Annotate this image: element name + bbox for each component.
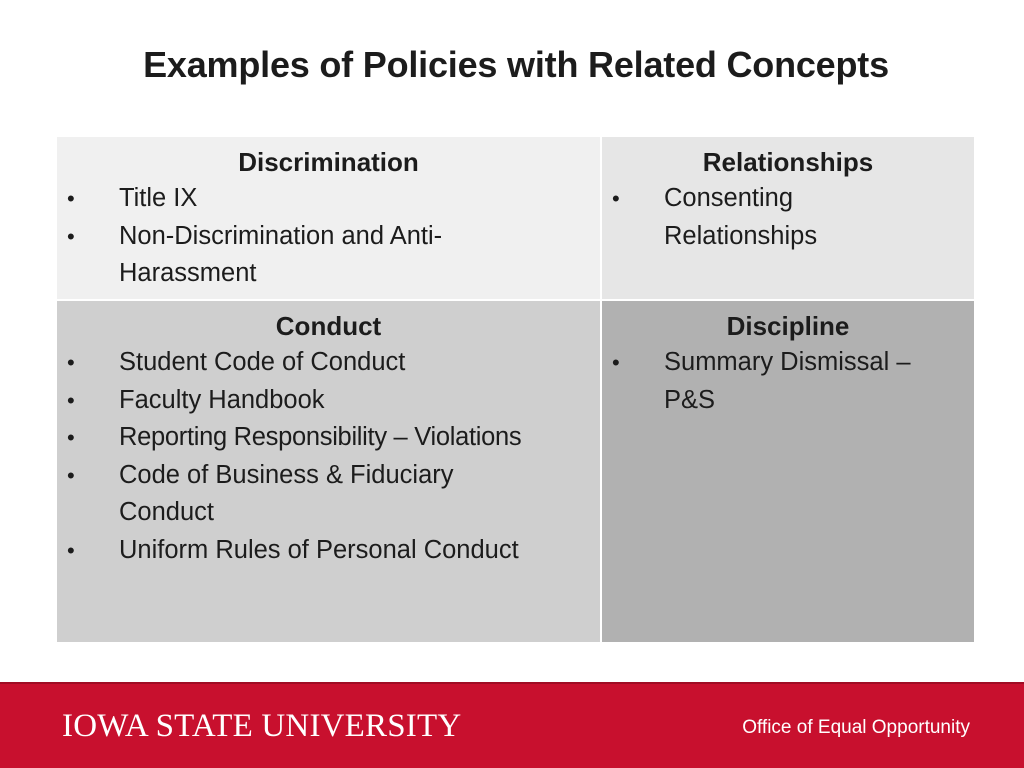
discrimination-list bbox=[57, 180, 600, 293]
conduct-heading: Conduct bbox=[275, 311, 382, 341]
discipline-heading: Discipline bbox=[726, 311, 850, 341]
bullet-icon: • bbox=[612, 186, 620, 211]
relationships-heading: Relationships bbox=[702, 147, 874, 177]
list-item bbox=[57, 457, 600, 532]
bullet-icon: • bbox=[67, 425, 75, 450]
list-item-text: Code of Business & Fiduciary Conduct bbox=[119, 460, 454, 526]
discrimination-cell bbox=[57, 137, 600, 299]
list-item bbox=[57, 218, 600, 293]
footer-bar bbox=[0, 682, 1024, 768]
bullet-icon: • bbox=[67, 223, 75, 249]
footer-divider bbox=[0, 682, 1024, 684]
policy-grid bbox=[57, 137, 974, 642]
list-item bbox=[57, 180, 600, 218]
list-item-text: Title IX bbox=[119, 184, 198, 212]
list-item bbox=[602, 180, 974, 255]
list-item bbox=[57, 382, 600, 420]
relationships-cell bbox=[602, 137, 974, 299]
office-name: Office of Equal Opportunity bbox=[742, 717, 970, 738]
list-item-text: Uniform Rules of Personal Conduct bbox=[119, 535, 519, 564]
relationships-list bbox=[602, 180, 974, 255]
bullet-icon: • bbox=[67, 462, 75, 488]
bullet-icon: • bbox=[612, 350, 620, 375]
bullet-icon: • bbox=[67, 186, 75, 211]
discipline-list bbox=[602, 344, 974, 419]
list-item-text: Non-Discrimination and Anti-Harassment bbox=[119, 221, 443, 287]
discipline-cell bbox=[602, 301, 974, 642]
bullet-icon: • bbox=[67, 537, 75, 563]
discrimination-heading: Discrimination bbox=[238, 147, 419, 177]
bullet-icon: • bbox=[67, 387, 75, 413]
list-item bbox=[602, 344, 974, 419]
slide-title: Examples of Policies with Related Concepts bbox=[143, 44, 889, 85]
list-item-text: Consenting Relationships bbox=[664, 184, 818, 250]
list-item bbox=[57, 532, 600, 570]
list-item-text: Faculty Handbook bbox=[119, 385, 325, 414]
list-item bbox=[57, 419, 600, 457]
list-item-text: Summary Dismissal – P&S bbox=[664, 348, 911, 414]
conduct-cell bbox=[57, 301, 600, 642]
university-logo: IOWA STATE UNIVERSITY bbox=[62, 708, 462, 744]
list-item-text: Student Code of Conduct bbox=[119, 348, 406, 376]
list-item bbox=[57, 344, 600, 382]
bullet-icon: • bbox=[67, 350, 75, 375]
conduct-list bbox=[57, 344, 600, 569]
list-item-text: Reporting Responsibility – Violations bbox=[119, 423, 522, 451]
